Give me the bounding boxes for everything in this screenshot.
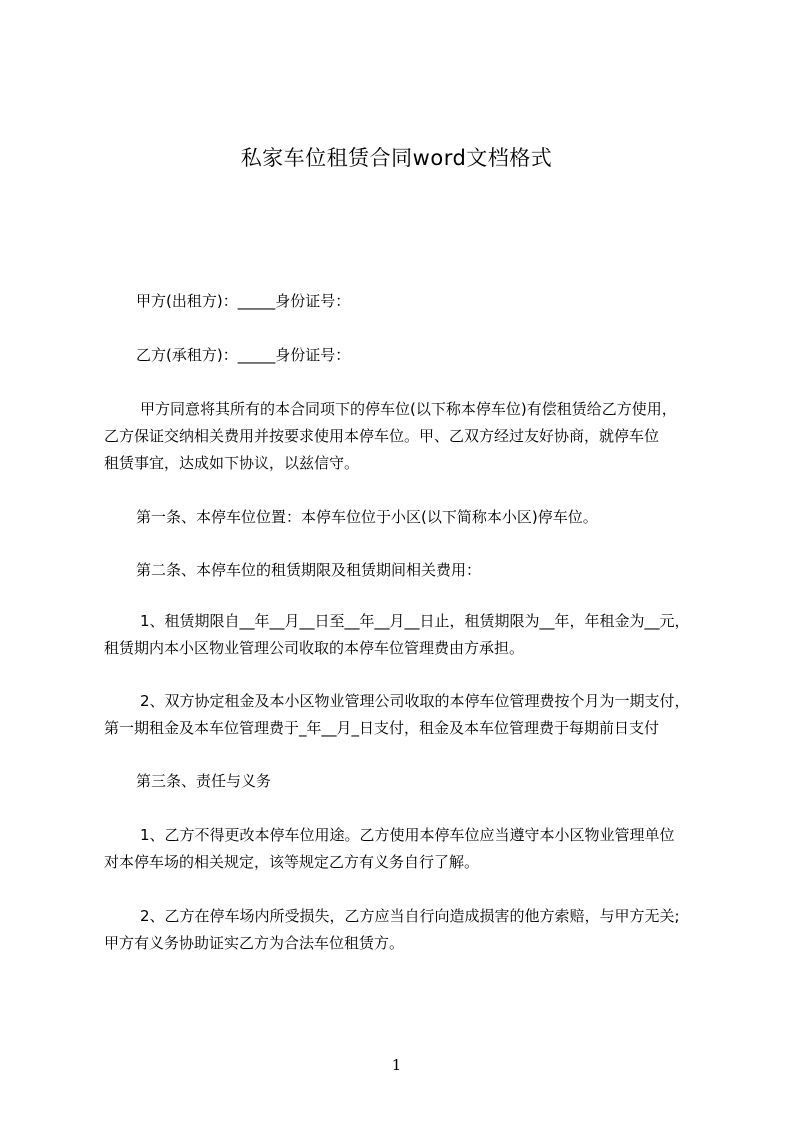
document-title: 私家车位租赁合同word文档格式 bbox=[240, 146, 553, 170]
article-2-item-2-line-2: 第一期租金及本车位管理费于_年__月_日支付，租金及本车位管理费于每期前日支付 bbox=[104, 719, 660, 737]
article-3-item-2-line-1: 2、乙方在停车场内所受损失，乙方应当自行向造成损害的他方索赔，与甲方无关; bbox=[140, 907, 680, 925]
article-3-item-1-line-1: 1、乙方不得更改本停车位用途。乙方使用本停车位应当遵守本小区物业管理单位 bbox=[140, 826, 675, 844]
page-number: 1 bbox=[391, 1056, 402, 1074]
party-b-line: 乙方(承租方)：_____身份证号： bbox=[136, 346, 351, 364]
party-a-line: 甲方(出租方)：_____身份证号： bbox=[136, 292, 351, 310]
intro-line-2: 乙方保证交纳相关费用并按要求使用本停车位。甲、乙双方经过友好协商，就停车位 bbox=[104, 427, 660, 445]
article-2-heading: 第二条、本停车位的租赁期限及租赁期间相关费用： bbox=[136, 561, 482, 579]
article-3-heading: 第三条、责任与义务 bbox=[136, 772, 272, 790]
article-1: 第一条、本停车位位置：本停车位位于小区(以下简称本小区)停车位。 bbox=[136, 508, 598, 526]
intro-line-1: 甲方同意将其所有的本合同项下的停车位(以下称本停车位)有偿租赁给乙方使用， bbox=[140, 400, 677, 418]
article-3-item-1-line-2: 对本停车场的相关规定，该等规定乙方有义务自行了解。 bbox=[104, 853, 480, 871]
article-2-item-1-line-1: 1、租赁期限自__年__月__日至__年__月__日止，租赁期限为__年，年租金为__元， bbox=[140, 612, 690, 630]
article-2-item-1-line-2: 租赁期内本小区物业管理公司收取的本停车位管理费由方承担。 bbox=[104, 639, 525, 657]
article-3-item-2-line-2: 甲方有义务协助证实乙方为合法车位租赁方。 bbox=[104, 934, 405, 952]
intro-line-3: 租赁事宜，达成如下协议，以兹信守。 bbox=[104, 454, 360, 472]
article-2-item-2-line-1: 2、双方协定租金及本小区物业管理公司收取的本停车位管理费按个月为一期支付， bbox=[140, 692, 690, 710]
